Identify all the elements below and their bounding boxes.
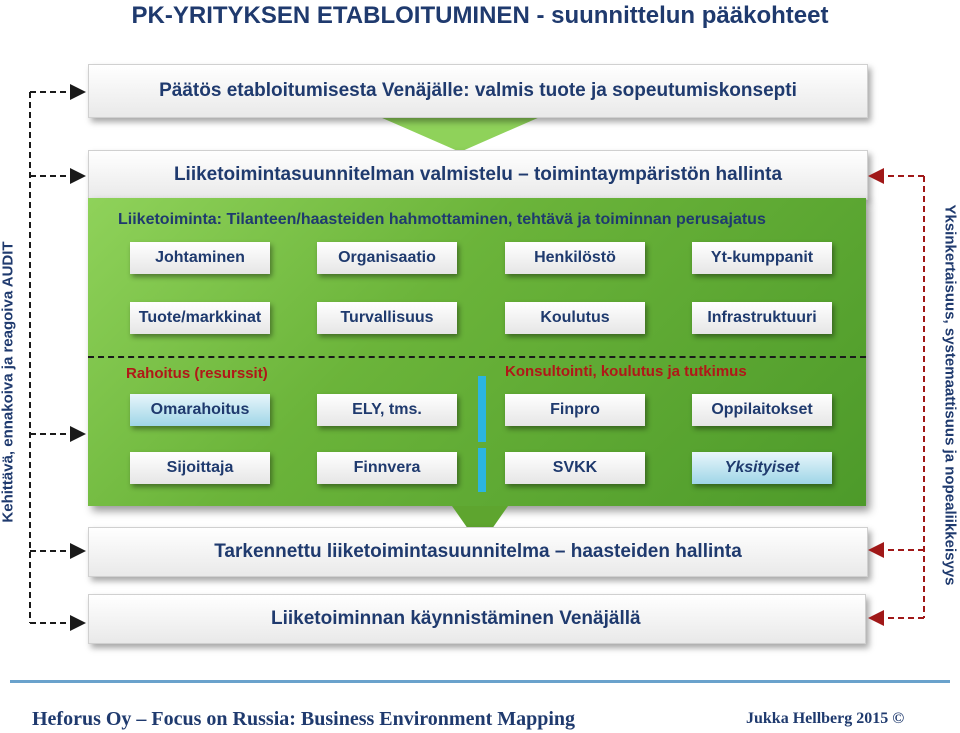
footer-right-text: Jukka Hellberg 2015 © (746, 710, 905, 727)
box-label: Oppilaitokset (711, 401, 813, 418)
page-title: PK-YRITYKSEN ETABLOITUMINEN - suunnittelun pääkohteet (131, 2, 829, 29)
box-label: Koulutus (540, 309, 610, 326)
box-label: Henkilöstö (534, 249, 616, 266)
box-label: Finnvera (353, 459, 421, 476)
box-label: Tuote/markkinat (138, 309, 262, 326)
box-label: ELY, tms. (352, 401, 422, 418)
stage-refined-plan-label: Tarkennettu liiketoimintasuunnitelma – haasteiden hallinta (214, 541, 742, 562)
footer-left-text: Heforus Oy – Focus on Russia: Business Environment Mapping (32, 708, 576, 730)
left-vertical-label: Kehittävä, ennakoiva ja reagoiva AUDIT (0, 241, 17, 523)
box-label: SVKK (552, 459, 598, 476)
stage-launch-label: Liiketoiminnan käynnistäminen Venäjällä (271, 608, 641, 629)
financing-label: Rahoitus (resurssit) (126, 365, 268, 382)
footer-divider (10, 680, 950, 683)
box-label: Omarahoitus (150, 401, 250, 418)
stage-decision-label: Päätös etabloitumisesta Venäjälle: valmis tuote ja sopeutumiskonsepti (159, 80, 797, 101)
box-label: Turvallisuus (340, 309, 434, 326)
box-label: Yksityiset (724, 459, 800, 476)
consulting-label: Konsultointi, koulutus ja tutkimus (505, 363, 747, 380)
box-label: Infrastruktuuri (707, 309, 817, 326)
box-label: Yt-kumppanit (710, 249, 814, 266)
stage-plan-preparation-label: Liiketoimintasuunnitelman valmistelu – toimintaympäristön hallinta (173, 164, 783, 185)
box-label: Sijoittaja (166, 459, 234, 476)
business-heading: Liiketoiminta: Tilanteen/haasteiden hahmottaminen, tehtävä ja toiminnan perusajatus (118, 211, 766, 228)
box-label: Johtaminen (155, 249, 245, 266)
right-vertical-label: Yksinkertaisuus, systemaattisuus ja nopealiikkeisyys (941, 204, 959, 586)
box-label: Finpro (550, 401, 600, 418)
box-label: Organisaatio (338, 249, 436, 266)
